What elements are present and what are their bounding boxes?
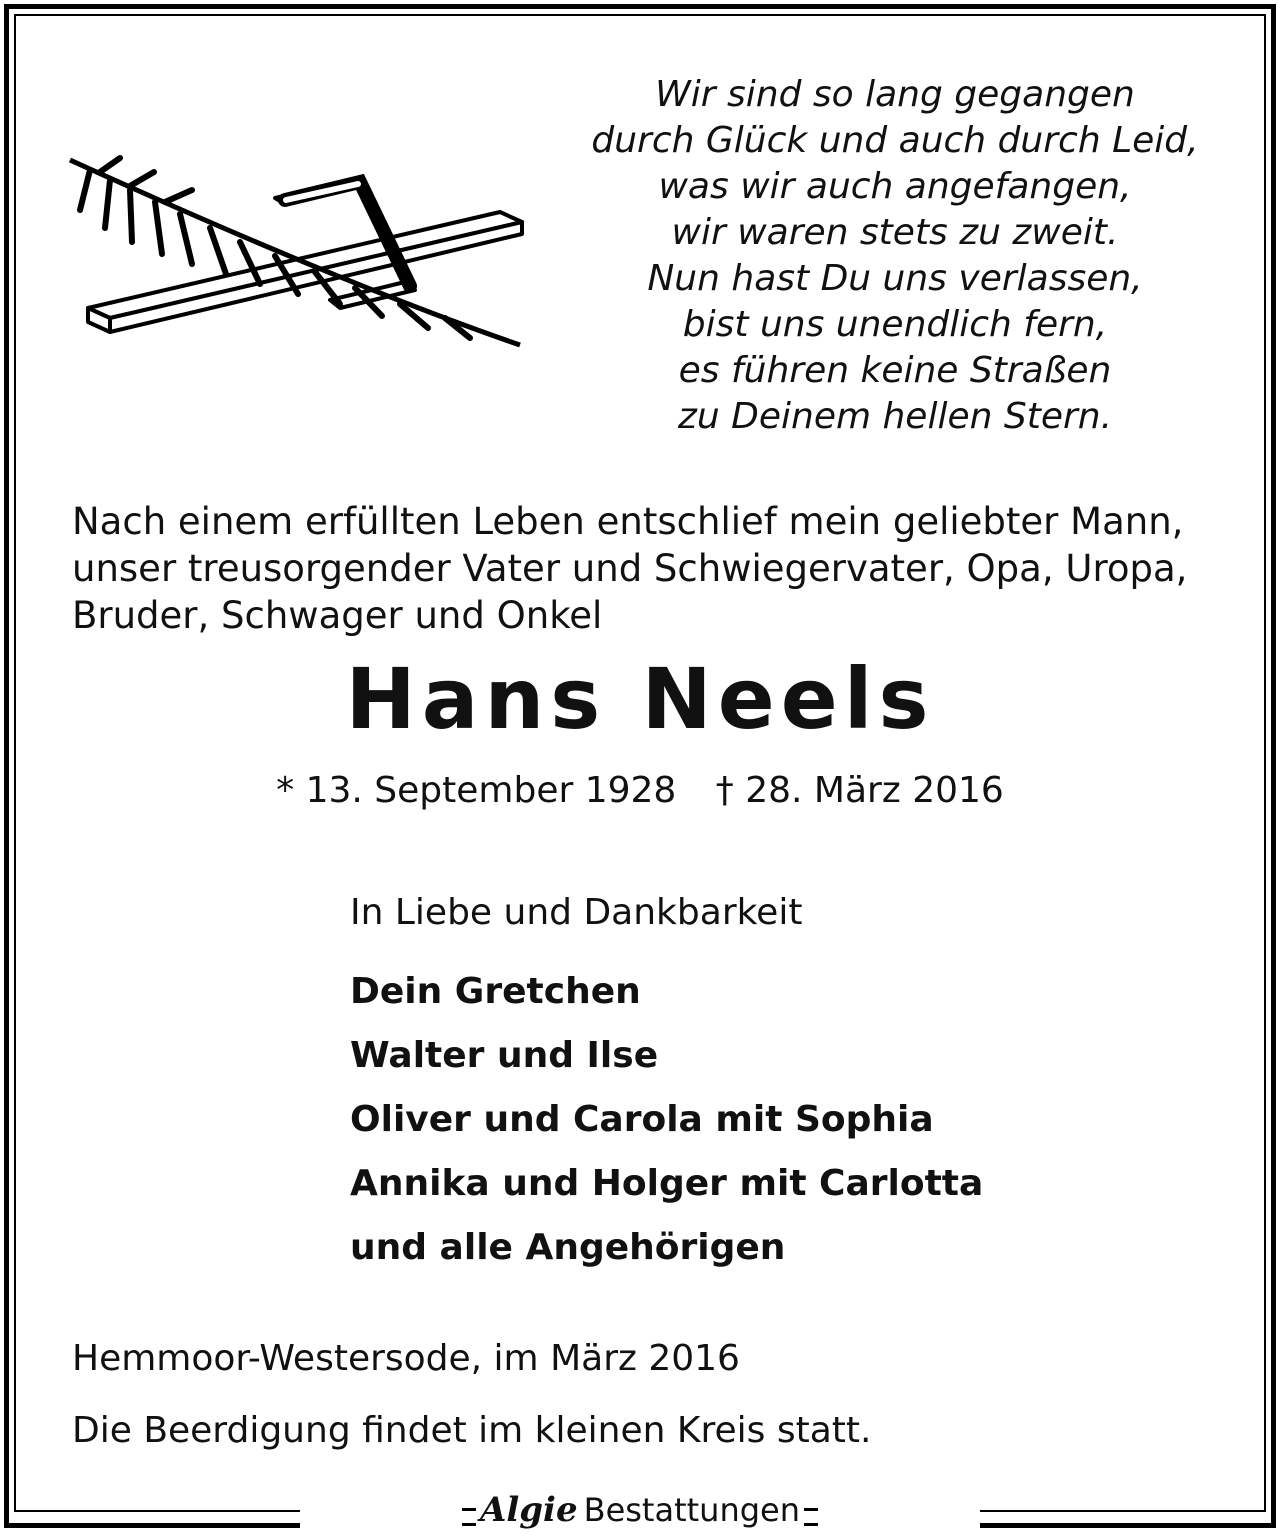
funeral-note: Die Beerdigung findet im kleinen Kreis statt.: [72, 1410, 872, 1451]
poem-line: durch Glück und auch durch Leid,: [591, 120, 1199, 161]
deceased-name: Hans Neels: [345, 650, 935, 748]
life-dates: [0, 770, 1280, 811]
poem-line: Nun hast Du uns verlassen,: [647, 258, 1143, 299]
poem-line: zu Deinem hellen Stern.: [677, 396, 1113, 437]
poem-line: wir waren stets zu zweit.: [671, 212, 1119, 253]
birth-date: * 13. September 1928: [276, 770, 677, 811]
funeral-home-name: Bestattungen: [583, 1491, 801, 1529]
mourners-intro: In Liebe und Dankbarkeit: [350, 892, 803, 933]
funeral-home-logo: Algie: [479, 1490, 578, 1530]
death-date: † 28. März 2016: [715, 770, 1004, 811]
mourner: und alle Angehörigen: [350, 1227, 786, 1268]
mourner: Dein Gretchen: [350, 971, 641, 1012]
poem-line: was wir auch angefangen,: [658, 166, 1132, 207]
mourner: Oliver und Carola mit Sophia: [350, 1099, 934, 1140]
intro-text: [72, 498, 1232, 639]
mourner: Walter und Ilse: [350, 1035, 659, 1076]
footer-rule: [804, 1508, 818, 1526]
mourners-list: [350, 960, 983, 1280]
intro-line: Nach einem erfüllten Leben entschlief mein geliebter Mann,: [72, 500, 1184, 543]
footer-rule: [462, 1508, 476, 1526]
poem: [560, 72, 1230, 440]
poem-line: Wir sind so lang gegangen: [655, 74, 1135, 115]
intro-line: Bruder, Schwager und Onkel: [72, 594, 603, 637]
palm-branch-cross-icon: [60, 150, 580, 360]
poem-line: bist uns unendlich fern,: [682, 304, 1108, 345]
poem-line: es führen keine Straßen: [678, 350, 1112, 391]
place-date: Hemmoor-Westersode, im März 2016: [72, 1338, 740, 1379]
footer: [300, 1490, 980, 1536]
intro-line: unser treusorgender Vater und Schwiegervater, Opa, Uropa,: [72, 547, 1188, 590]
mourner: Annika und Holger mit Carlotta: [350, 1163, 984, 1204]
